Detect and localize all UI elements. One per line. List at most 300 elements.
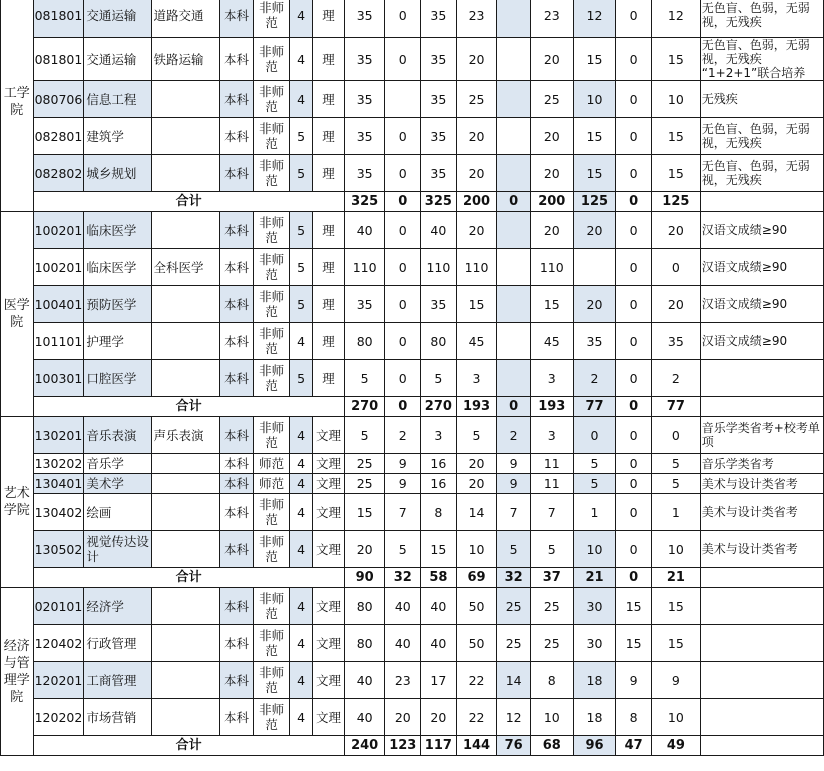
quota-g-cell: 0 [616,38,652,81]
quota-e-cell: 25 [530,625,573,662]
quota-f-cell: 5 [573,454,616,474]
major-name-cell: 临床医学 [84,249,151,286]
subtotal-row [1,192,824,212]
normal-type-cell [254,38,290,81]
quota-f-cell: 1 [573,494,616,531]
quota-e-cell: 45 [530,323,573,360]
table-row [1,662,824,699]
subtotal-row [1,736,824,756]
remarks-cell [700,699,823,736]
years-cell: 4 [289,38,312,81]
major-name-cell-line: 视觉传达设 [86,534,149,549]
quota-g-cell: 15 [616,625,652,662]
degree-level-cell: 本科 [219,625,254,662]
normal-type-cell-line: 非师 [259,0,285,15]
table-row [1,249,824,286]
normal-type-cell-line: 非师 [259,121,285,136]
subject-category-cell: 文理 [313,494,345,531]
quota-d-cell: 12 [497,699,531,736]
quota-b-cell: 20 [421,699,457,736]
subtotal-h-cell: 125 [651,192,700,212]
normal-type-cell [254,454,290,474]
quota-d-cell [497,81,531,118]
quota-b-cell: 16 [421,474,457,494]
years-cell: 4 [289,474,312,494]
subtotal-remarks-cell [700,568,823,588]
major-name-cell-line: 计 [86,549,99,564]
normal-type-cell [254,155,290,192]
remarks-cell [700,494,823,531]
major-code-cell: 120402 [33,625,84,662]
quota-g-cell: 0 [616,0,652,38]
remarks-cell [700,360,823,397]
major-code-cell: 130401 [33,474,84,494]
degree-level-cell: 本科 [219,454,254,474]
quota-a-cell: 9 [385,454,421,474]
normal-type-cell-line: 范 [265,99,278,114]
college-name-cell-line: 与管 [3,655,30,671]
quota-b-cell: 15 [421,531,457,568]
quota-c-cell: 20 [456,38,497,81]
quota-c-cell: 20 [456,118,497,155]
remarks-cell [700,323,823,360]
quota-g-cell: 0 [616,212,652,249]
direction-cell [151,699,219,736]
major-name-cell: 美术学 [84,474,151,494]
college-name-cell-line: 院 [10,689,24,705]
quota-f-cell: 15 [573,155,616,192]
table-row [1,286,824,323]
subject-category-cell: 理 [313,212,345,249]
normal-type-cell [254,588,290,625]
table-row [1,81,824,118]
quota-e-cell: 20 [530,212,573,249]
subtotal-b-cell: 117 [421,736,457,756]
normal-type-cell-line: 范 [265,549,278,564]
major-code-cell: 130202 [33,454,84,474]
quota-f-cell: 12 [573,0,616,38]
quota-h-cell: 35 [651,323,700,360]
degree-level-cell: 本科 [219,588,254,625]
normal-type-cell-line: 非师 [259,44,285,59]
subtotal-total-cell: 325 [344,192,385,212]
direction-cell: 全科医学 [151,249,219,286]
degree-level-cell: 本科 [219,662,254,699]
years-cell: 4 [289,323,312,360]
normal-type-cell [254,494,290,531]
years-cell: 4 [289,662,312,699]
major-name-cell: 市场营销 [84,699,151,736]
remarks-cell-line: 无色盲、色弱，无弱 [701,1,810,15]
years-cell: 5 [289,155,312,192]
quota-f-cell: 30 [573,588,616,625]
quota-f-cell: 15 [573,38,616,81]
major-code-cell: 100201 [33,249,84,286]
remarks-cell [700,417,823,454]
normal-type-cell-line: 师范 [259,476,285,491]
direction-cell [151,212,219,249]
normal-type-cell-line: 范 [265,512,278,527]
years-cell: 4 [289,0,312,38]
quota-total-cell: 40 [344,212,385,249]
remarks-cell-line: 视，无残疾 [701,52,762,66]
years-cell: 4 [289,588,312,625]
quota-d-cell [497,360,531,397]
normal-type-cell-line: 非师 [259,84,285,99]
quota-a-cell: 23 [385,662,421,699]
normal-type-cell [254,212,290,249]
subtotal-label: 合计 [33,736,344,756]
years-cell: 4 [289,81,312,118]
remarks-cell-line: 视，无残疾 [701,15,762,29]
college-name-cell-line: 经济 [3,638,30,654]
subtotal-h-cell: 49 [651,736,700,756]
quota-d-cell: 7 [497,494,531,531]
remarks-cell-line: 美术与设计类省考 [701,505,798,519]
subject-category-cell: 理 [313,360,345,397]
subtotal-c-cell: 144 [456,736,497,756]
normal-type-cell-line: 非师 [259,591,285,606]
normal-type-cell-line: 范 [265,59,278,74]
quota-a-cell: 0 [385,155,421,192]
subtotal-h-cell: 77 [651,397,700,417]
quota-h-cell: 15 [651,118,700,155]
quota-g-cell: 0 [616,323,652,360]
quota-a-cell: 0 [385,118,421,155]
quota-a-cell: 0 [385,0,421,38]
subtotal-b-cell: 325 [421,192,457,212]
years-cell: 4 [289,417,312,454]
table-row [1,474,824,494]
quota-h-cell: 5 [651,454,700,474]
quota-g-cell: 0 [616,118,652,155]
years-cell: 5 [289,286,312,323]
subject-category-cell: 理 [313,249,345,286]
quota-h-cell: 1 [651,494,700,531]
quota-e-cell: 3 [530,417,573,454]
quota-c-cell: 110 [456,249,497,286]
quota-c-cell: 25 [456,81,497,118]
quota-total-cell: 35 [344,286,385,323]
years-cell: 5 [289,118,312,155]
quota-total-cell: 40 [344,699,385,736]
remarks-cell [700,155,823,192]
quota-a-cell: 2 [385,417,421,454]
normal-type-cell-line: 非师 [259,363,285,378]
major-name-cell: 交通运输 [84,38,151,81]
normal-type-cell [254,662,290,699]
table-row [1,0,824,38]
college-name-cell-line: 院 [10,315,24,330]
quota-g-cell: 0 [616,494,652,531]
normal-type-cell-line: 非师 [259,497,285,512]
college-name-cell [1,0,34,212]
quota-e-cell: 25 [530,588,573,625]
quota-d-cell [497,212,531,249]
quota-d-cell: 25 [497,625,531,662]
major-code-cell: 082802 [33,155,84,192]
quota-e-cell: 11 [530,474,573,494]
quota-d-cell: 25 [497,588,531,625]
subtotal-a-cell: 123 [385,736,421,756]
years-cell: 5 [289,249,312,286]
degree-level-cell: 本科 [219,249,254,286]
major-name-cell: 交通运输 [84,0,151,38]
major-code-cell: 100201 [33,212,84,249]
remarks-cell-line: 无色盲、色弱，无弱 [701,159,810,173]
quota-total-cell: 80 [344,588,385,625]
quota-h-cell: 12 [651,0,700,38]
quota-total-cell: 35 [344,155,385,192]
quota-f-cell: 20 [573,286,616,323]
normal-type-cell [254,323,290,360]
quota-g-cell: 0 [616,531,652,568]
direction-cell: 道路交通 [151,0,219,38]
remarks-cell [700,212,823,249]
normal-type-cell-line: 范 [265,341,278,356]
table-row [1,454,824,474]
quota-h-cell: 2 [651,360,700,397]
subtotal-e-cell: 37 [530,568,573,588]
quota-e-cell: 10 [530,699,573,736]
years-cell: 4 [289,699,312,736]
quota-c-cell: 20 [456,454,497,474]
quota-b-cell: 5 [421,360,457,397]
major-code-cell: 130402 [33,494,84,531]
subtotal-label: 合计 [33,568,344,588]
direction-cell [151,155,219,192]
quota-h-cell: 0 [651,249,700,286]
direction-cell [151,454,219,474]
quota-total-cell: 35 [344,38,385,81]
quota-h-cell: 10 [651,81,700,118]
quota-c-cell: 20 [456,474,497,494]
quota-f-cell: 20 [573,212,616,249]
remarks-cell [700,81,823,118]
major-code-cell: 081801 [33,0,84,38]
quota-g-cell: 0 [616,417,652,454]
normal-type-cell [254,118,290,155]
quota-g-cell: 15 [616,588,652,625]
normal-type-cell [254,249,290,286]
normal-type-cell-line: 范 [265,435,278,450]
major-name-cell: 音乐学 [84,454,151,474]
quota-f-cell: 5 [573,474,616,494]
quota-b-cell: 40 [421,212,457,249]
college-name-cell-line: 院 [10,103,24,118]
college-name-cell [1,417,34,588]
quota-c-cell: 22 [456,699,497,736]
remarks-cell-line: 项 [701,435,714,449]
quota-a-cell: 0 [385,286,421,323]
remarks-cell-line: 美术与设计类省考 [701,476,798,491]
normal-type-cell [254,531,290,568]
quota-a-cell: 5 [385,531,421,568]
subtotal-e-cell: 68 [530,736,573,756]
table-row [1,699,824,736]
direction-cell [151,662,219,699]
remarks-cell [700,588,823,625]
quota-b-cell: 35 [421,81,457,118]
subtotal-g-cell: 47 [616,736,652,756]
quota-h-cell: 9 [651,662,700,699]
table-row [1,588,824,625]
normal-type-cell-line: 范 [265,173,278,188]
quota-g-cell: 0 [616,454,652,474]
major-code-cell: 120202 [33,699,84,736]
normal-type-cell-line: 非师 [259,628,285,643]
subtotal-remarks-cell [700,397,823,417]
quota-c-cell: 20 [456,212,497,249]
quota-g-cell: 0 [616,249,652,286]
subject-category-cell: 理 [313,0,345,38]
quota-d-cell: 9 [497,474,531,494]
table-row [1,494,824,531]
direction-cell [151,625,219,662]
remarks-cell [700,474,823,494]
remarks-cell-line: 汉语文成绩≥90 [701,297,788,311]
quota-c-cell: 50 [456,588,497,625]
normal-type-cell-line: 范 [265,717,278,732]
quota-g-cell: 0 [616,286,652,323]
major-code-cell: 101101 [33,323,84,360]
college-name-cell-line: 工学 [3,86,30,101]
table-body [1,0,824,756]
remarks-cell [700,286,823,323]
quota-d-cell: 5 [497,531,531,568]
quota-d-cell [497,118,531,155]
degree-level-cell: 本科 [219,474,254,494]
subtotal-d-cell: 32 [497,568,531,588]
normal-type-cell-line: 范 [265,15,278,30]
remarks-cell [700,625,823,662]
years-cell: 5 [289,212,312,249]
remarks-cell-line: 视，无残疾 [701,173,762,187]
quota-total-cell: 35 [344,0,385,38]
normal-type-cell-line: 范 [265,378,278,393]
quota-a-cell: 0 [385,212,421,249]
subtotal-remarks-cell [700,192,823,212]
normal-type-cell [254,699,290,736]
normal-type-cell [254,81,290,118]
direction-cell [151,81,219,118]
remarks-cell-line: 美术与设计类省考 [701,542,798,556]
college-name-cell-line: 医学 [3,298,30,313]
degree-level-cell: 本科 [219,155,254,192]
direction-cell [151,360,219,397]
subtotal-c-cell: 69 [456,568,497,588]
quota-e-cell: 20 [530,155,573,192]
subject-category-cell: 文理 [313,474,345,494]
normal-type-cell-line: 非师 [259,665,285,680]
subject-category-cell: 文理 [313,625,345,662]
subject-category-cell: 文理 [313,699,345,736]
subtotal-b-cell: 58 [421,568,457,588]
years-cell: 4 [289,531,312,568]
quota-h-cell: 10 [651,699,700,736]
normal-type-cell [254,0,290,38]
direction-cell [151,531,219,568]
direction-cell: 声乐表演 [151,417,219,454]
normal-type-cell-line: 非师 [259,534,285,549]
normal-type-cell-line: 范 [265,643,278,658]
subtotal-remarks-cell [700,736,823,756]
subtotal-e-cell: 200 [530,192,573,212]
direction-cell [151,588,219,625]
subtotal-label: 合计 [33,397,344,417]
direction-cell [151,118,219,155]
quota-g-cell: 8 [616,699,652,736]
normal-type-cell-line: 非师 [259,158,285,173]
quota-e-cell: 5 [530,531,573,568]
major-code-cell: 100301 [33,360,84,397]
quota-e-cell: 23 [530,0,573,38]
quota-g-cell: 0 [616,155,652,192]
remarks-cell-line: “1+2+1”联合培养 [701,66,806,80]
major-name-cell: 工商管理 [84,662,151,699]
subject-category-cell: 文理 [313,417,345,454]
quota-a-cell [385,81,421,118]
quota-e-cell: 8 [530,662,573,699]
remarks-cell [700,531,823,568]
subject-category-cell: 理 [313,38,345,81]
subtotal-g-cell: 0 [616,397,652,417]
quota-h-cell: 15 [651,38,700,81]
quota-c-cell: 15 [456,286,497,323]
quota-d-cell: 9 [497,454,531,474]
table-row [1,323,824,360]
major-code-cell: 100401 [33,286,84,323]
subtotal-h-cell: 21 [651,568,700,588]
degree-level-cell: 本科 [219,81,254,118]
quota-total-cell: 20 [344,531,385,568]
major-name-cell [84,531,151,568]
table-row [1,417,824,454]
major-code-cell: 081801 [33,38,84,81]
normal-type-cell-line: 范 [265,606,278,621]
quota-c-cell: 3 [456,360,497,397]
quota-d-cell: 14 [497,662,531,699]
quota-f-cell: 35 [573,323,616,360]
college-name-cell-line: 学院 [3,503,30,518]
normal-type-cell [254,625,290,662]
remarks-cell-line: 音乐学类省考+校考单 [701,421,820,435]
subtotal-row [1,397,824,417]
quota-d-cell [497,0,531,38]
years-cell: 4 [289,454,312,474]
quota-f-cell: 15 [573,118,616,155]
years-cell: 4 [289,625,312,662]
normal-type-cell-line: 师范 [259,456,285,471]
subject-category-cell: 文理 [313,531,345,568]
quota-d-cell [497,38,531,81]
subtotal-d-cell: 76 [497,736,531,756]
normal-type-cell [254,286,290,323]
degree-level-cell: 本科 [219,118,254,155]
quota-c-cell: 5 [456,417,497,454]
normal-type-cell-line: 范 [265,304,278,319]
quota-e-cell: 3 [530,360,573,397]
subtotal-g-cell: 0 [616,568,652,588]
direction-cell [151,323,219,360]
quota-f-cell: 18 [573,662,616,699]
subtotal-b-cell: 270 [421,397,457,417]
college-name-cell [1,212,34,417]
subtotal-a-cell: 0 [385,192,421,212]
normal-type-cell-line: 范 [265,267,278,282]
quota-a-cell: 7 [385,494,421,531]
normal-type-cell-line: 非师 [259,326,285,341]
